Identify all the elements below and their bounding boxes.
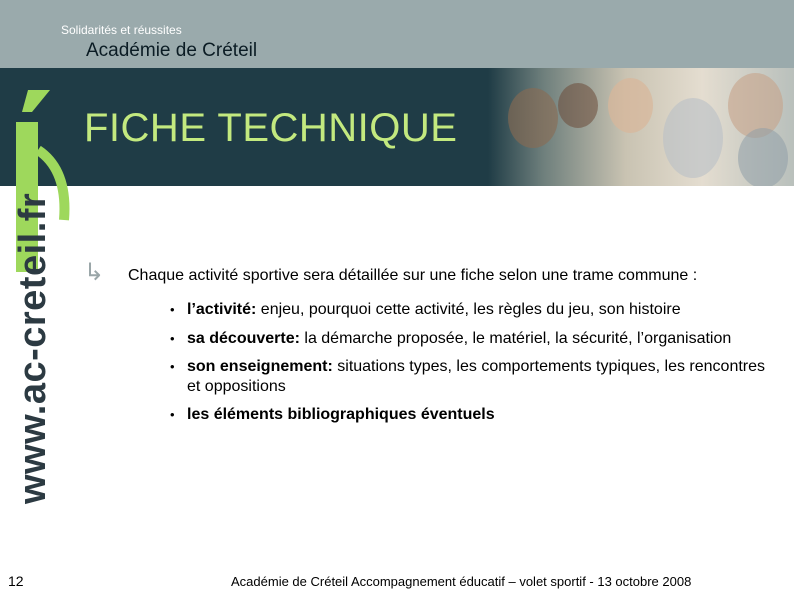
organization-title: Académie de Créteil (86, 40, 258, 61)
footer-text: Académie de Créteil Accompagnement éducatif – volet sportif - 13 octobre 2008 (231, 574, 692, 589)
list-item: • sa découverte: la démarche proposée, le matériel, la sécurité, l’organisation (170, 329, 770, 349)
curved-arrow-icon: ↳ (84, 259, 105, 286)
title-banner (0, 68, 794, 186)
list-item: • l’activité: enjeu, pourquoi cette activité, les règles du jeu, son histoire (170, 300, 770, 320)
students-photo (488, 68, 794, 186)
bullet-list (170, 300, 770, 434)
list-item: • les éléments bibliographiques éventuels (170, 405, 770, 425)
page-number: 12 (8, 573, 24, 589)
tagline: Solidarités et réussites (61, 23, 182, 37)
intro-text: Chaque activité sportive sera détaillée sur une fiche selon une trame commune : (128, 267, 698, 284)
banner-title: FICHE TECHNIQUE (84, 106, 458, 150)
header-bar (0, 0, 794, 68)
website-url: www.ac-creteil.fr (12, 192, 54, 504)
list-item: • son enseignement: situations types, les comportements typiques, les rencontres et oppositions (170, 357, 770, 396)
